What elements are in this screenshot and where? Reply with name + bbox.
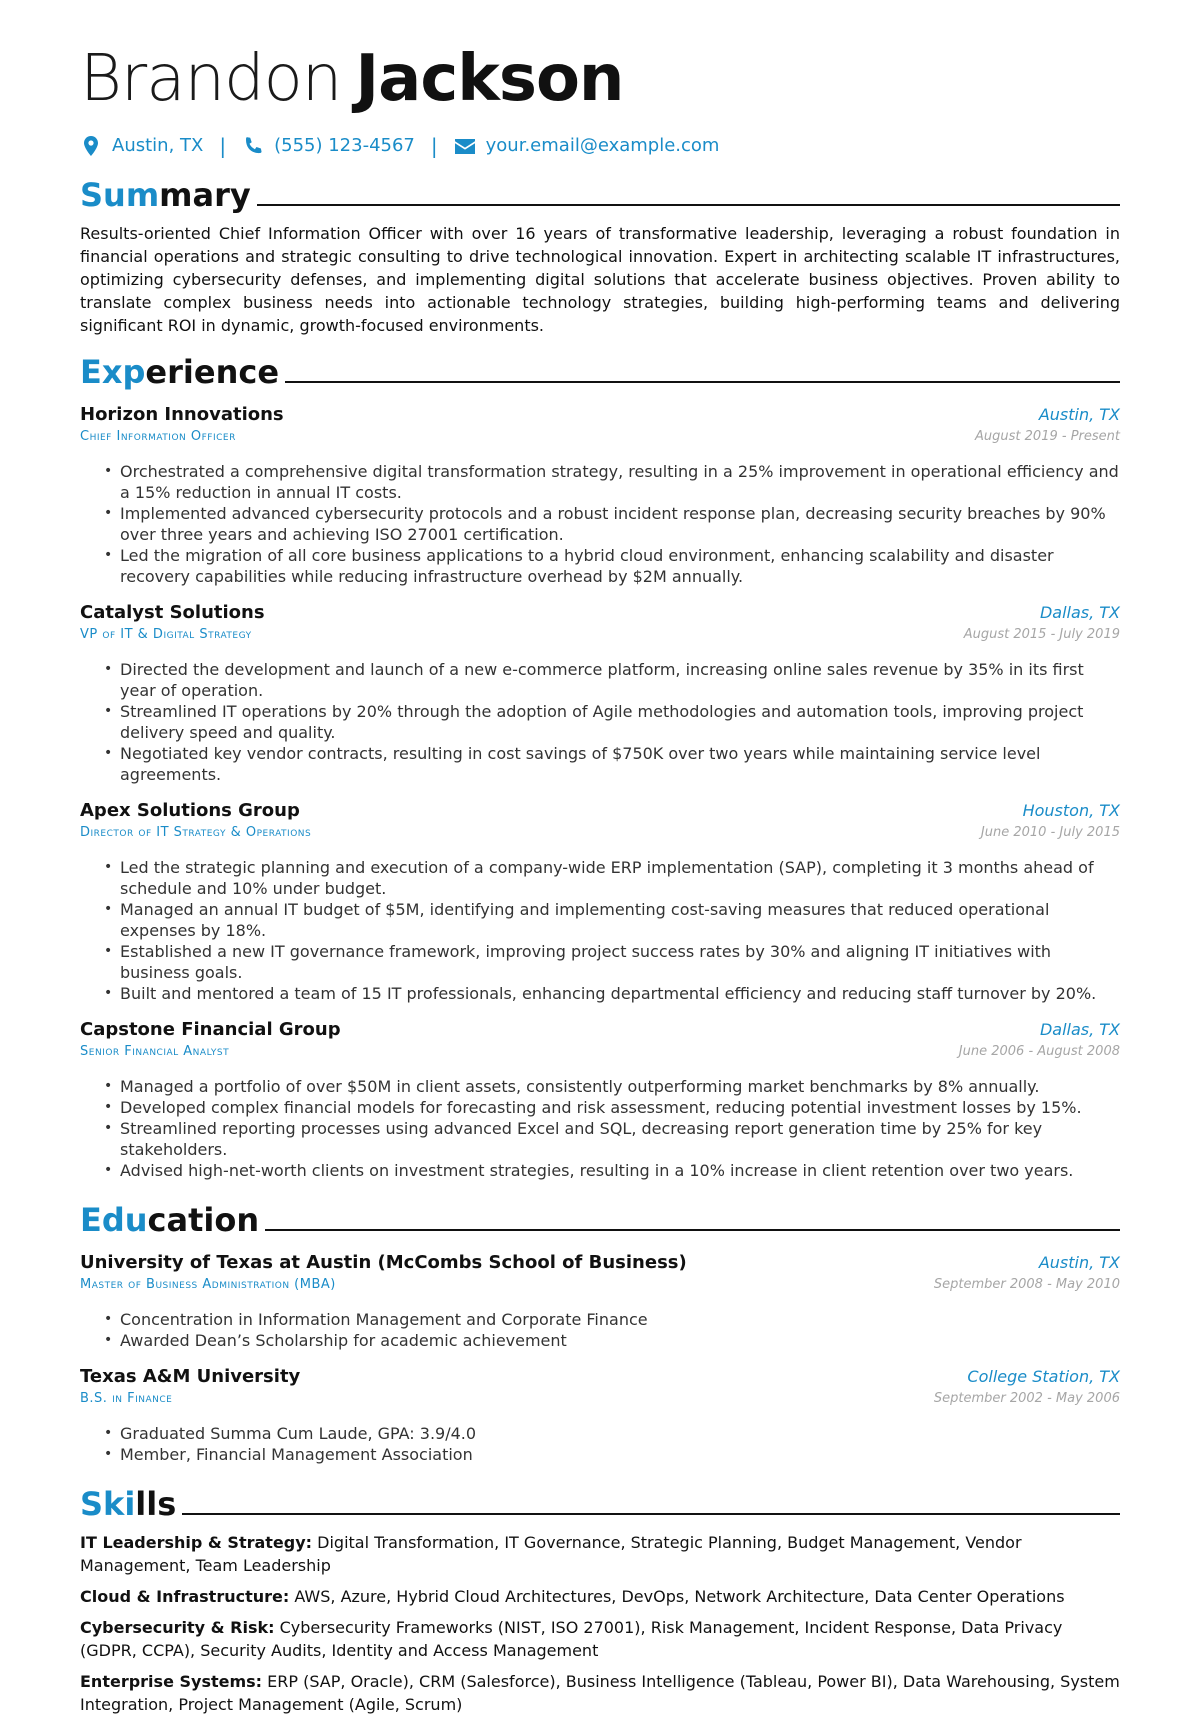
entry-location: Austin, TX [1038, 405, 1120, 424]
skill-category: IT Leadership & Strategy: [80, 1533, 313, 1552]
section-title: Summary [80, 176, 251, 214]
bullet-item: • Led the strategic planning and execution of a company-wide ERP implementation (SAP), completing it 3 months ahead of schedule and 10% under budget. [120, 857, 1120, 899]
skill-line [80, 1531, 1120, 1577]
section-heading-experience [80, 349, 1120, 389]
entry-dates: September 2002 - May 2006 [933, 1391, 1120, 1406]
candidate-name [80, 38, 1120, 120]
entry-dates: September 2008 - May 2010 [933, 1277, 1120, 1292]
contact-separator: | [219, 134, 227, 158]
organization-name: Capstone Financial Group [80, 1019, 341, 1040]
bullet-item: • Streamlined IT operations by 20% through the adoption of Agile methodologies and automation tools, improving project delivery speed and quality. [120, 701, 1120, 743]
skill-category: Enterprise Systems: [80, 1672, 263, 1691]
section-title: Education [80, 1201, 260, 1239]
section-title: Skills [80, 1485, 177, 1523]
bullet-item: • Negotiated key vendor contracts, resulting in cost savings of $750K over two years while maintaining service level agreements. [120, 743, 1120, 785]
entry-role: Master of Business Administration (MBA) [80, 1277, 336, 1292]
education-entry [80, 1251, 1120, 1351]
skill-values: ERP (SAP, Oracle), CRM (Salesforce), Business Intelligence (Tableau, Power BI), Data Warehousing, System Integration, Project Management (Agile, Scrum) [80, 1672, 1120, 1714]
bullet-list [80, 1423, 1120, 1465]
entry-subheader [80, 1042, 1120, 1062]
entry-subheader [80, 1275, 1120, 1295]
entry-location: College Station, TX [967, 1367, 1120, 1386]
entry-header [80, 1018, 1120, 1042]
last-name: Jackson [355, 42, 624, 116]
contact-location [80, 134, 203, 158]
bullet-item: • Advised high-net-worth clients on investment strategies, resulting in a 10% increase in client retention over two years. [120, 1160, 1120, 1181]
bullet-list [80, 1309, 1120, 1351]
entry-header [80, 1251, 1120, 1275]
entry-subheader [80, 823, 1120, 843]
skills-list [80, 1531, 1120, 1716]
section-title: Experience [80, 353, 280, 391]
experience-entry [80, 403, 1120, 587]
skill-values: AWS, Azure, Hybrid Cloud Architectures, DevOps, Network Architecture, Data Center Operations [289, 1587, 1065, 1606]
bullet-list [80, 659, 1120, 785]
experience-entry [80, 1018, 1120, 1181]
entry-role: Director of IT Strategy & Operations [80, 825, 312, 840]
section-rule [182, 1513, 1120, 1515]
skill-values: Digital Transformation, IT Governance, Strategic Planning, Budget Management, Vendor Management, Team Leadership [80, 1533, 1022, 1575]
contact-phone[interactable] [242, 134, 415, 158]
skill-category: Cybersecurity & Risk: [80, 1618, 275, 1637]
section-rule [257, 204, 1120, 206]
experience-entry [80, 799, 1120, 1004]
entry-dates: August 2019 - Present [975, 429, 1120, 444]
experience-list [80, 403, 1120, 1181]
section-rule [265, 1229, 1120, 1231]
location-text: Austin, TX [112, 135, 204, 156]
section-heading-summary [80, 172, 1120, 212]
entry-header [80, 403, 1120, 427]
bullet-item: • Developed complex financial models for forecasting and risk assessment, reducing potential investment losses by 15%. [120, 1097, 1120, 1118]
phone-icon [242, 135, 264, 157]
bullet-item: • Managed an annual IT budget of $5M, identifying and implementing cost-saving measures that reduced operational expenses by 18%. [120, 899, 1120, 941]
contact-bar [80, 134, 1120, 158]
entry-location: Austin, TX [1038, 1253, 1120, 1272]
entry-location: Dallas, TX [1039, 1020, 1120, 1039]
entry-header [80, 799, 1120, 823]
phone-text: (555) 123-4567 [274, 135, 415, 156]
section-heading-skills [80, 1481, 1120, 1521]
contact-separator: | [430, 134, 438, 158]
experience-entry [80, 601, 1120, 785]
bullet-item: • Graduated Summa Cum Laude, GPA: 3.9/4.0 [120, 1423, 1120, 1444]
organization-name: University of Texas at Austin (McCombs School of Business) [80, 1252, 687, 1273]
entry-role: Senior Financial Analyst [80, 1044, 230, 1059]
entry-header [80, 1365, 1120, 1389]
bullet-list [80, 857, 1120, 1004]
skill-line [80, 1616, 1120, 1662]
email-link[interactable]: your.email@example.com [485, 135, 720, 156]
skill-category: Cloud & Infrastructure: [80, 1587, 290, 1606]
entry-location: Houston, TX [1022, 801, 1120, 820]
bullet-item: • Established a new IT governance framework, improving project success rates by 30% and aligning IT initiatives with business goals. [120, 941, 1120, 983]
entry-location: Dallas, TX [1039, 603, 1120, 622]
organization-name: Catalyst Solutions [80, 602, 265, 623]
bullet-list [80, 461, 1120, 587]
organization-name: Horizon Innovations [80, 404, 284, 425]
bullet-item: • Awarded Dean’s Scholarship for academic achievement [120, 1330, 1120, 1351]
education-list [80, 1251, 1120, 1465]
bullet-item: • Orchestrated a comprehensive digital transformation strategy, resulting in a 25% improvement in operational efficiency and a 15% reduction in annual IT costs. [120, 461, 1120, 503]
envelope-icon [454, 135, 476, 157]
entry-subheader [80, 427, 1120, 447]
bullet-item: • Led the migration of all core business applications to a hybrid cloud environment, enhancing scalability and disaster recovery capabilities while reducing infrastructure overhead by $2M annually. [120, 545, 1120, 587]
entry-role: Chief Information Officer [80, 429, 236, 444]
bullet-list [80, 1076, 1120, 1181]
entry-subheader [80, 625, 1120, 645]
bullet-item: • Streamlined reporting processes using advanced Excel and SQL, decreasing report generation time by 25% for key stakeholders. [120, 1118, 1120, 1160]
location-pin-icon [80, 135, 102, 157]
bullet-item: • Managed a portfolio of over $50M in client assets, consistently outperforming market benchmarks by 8% annually. [120, 1076, 1120, 1097]
bullet-item: • Member, Financial Management Association [120, 1444, 1120, 1465]
bullet-item: • Concentration in Information Management and Corporate Finance [120, 1309, 1120, 1330]
entry-dates: June 2010 - July 2015 [980, 825, 1120, 840]
entry-header [80, 601, 1120, 625]
organization-name: Texas A&M University [80, 1366, 301, 1387]
bullet-item: • Implemented advanced cybersecurity protocols and a robust incident response plan, decreasing security breaches by 90% over three years and achieving ISO 27001 certification. [120, 503, 1120, 545]
entry-subheader [80, 1389, 1120, 1409]
education-entry [80, 1365, 1120, 1465]
section-rule [285, 381, 1120, 383]
entry-dates: June 2006 - August 2008 [958, 1044, 1120, 1059]
contact-email[interactable] [454, 134, 720, 158]
first-name: Brandon [80, 42, 342, 116]
skill-line [80, 1585, 1120, 1608]
entry-role: B.S. in Finance [80, 1391, 173, 1406]
bullet-item: • Built and mentored a team of 15 IT professionals, enhancing departmental efficiency and reducing staff turnover by 20%. [120, 983, 1120, 1004]
bullet-item: • Directed the development and launch of a new e-commerce platform, increasing online sales revenue by 35% in its first year of operation. [120, 659, 1120, 701]
resume-page [80, 38, 1120, 1716]
entry-dates: August 2015 - July 2019 [963, 627, 1120, 642]
section-heading-education [80, 1197, 1120, 1237]
entry-role: VP of IT & Digital Strategy [80, 627, 252, 642]
summary-text: Results-oriented Chief Information Officer with over 16 years of transformative leadership, leveraging a robust foundation in financial operations and strategic consulting to drive technological innovation. Expert in architecting scalable IT infrastructures, optimizing cybersecurity defenses, and implementing digital solutions that accelerate business objectives. Proven ability to translate complex business needs into actionable technology strategies, building high-performing teams and delivering significant ROI in dynamic, growth-focused environments. [80, 224, 1120, 335]
skill-values: Cybersecurity Frameworks (NIST, ISO 27001), Risk Management, Incident Response, Data Privacy (GDPR, CCPA), Security Audits, Identity and Access Management [80, 1618, 1063, 1660]
skill-line [80, 1670, 1120, 1716]
organization-name: Apex Solutions Group [80, 800, 300, 821]
